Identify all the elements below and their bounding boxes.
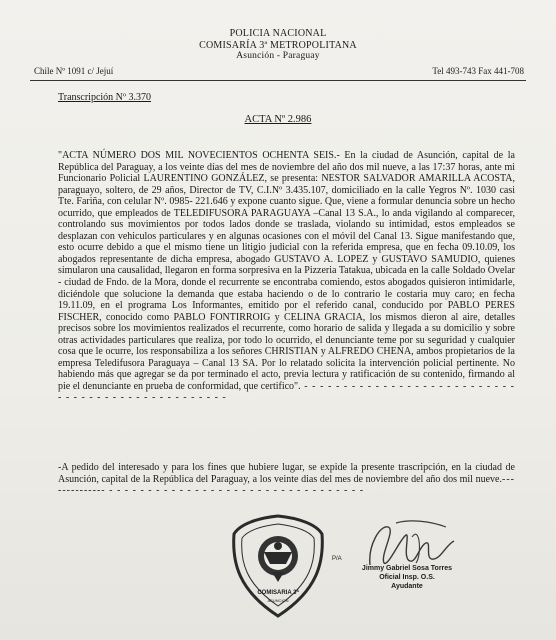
address: Chile Nº 1091 c/ Jejuí xyxy=(34,66,114,76)
seal-caption xyxy=(228,590,328,604)
closing-dash-fill: -------------- - - - - - - - - - - - - - - - - - - - - - - - - - - - - - - - - - xyxy=(58,473,515,497)
phone-fax: Tel 493-743 Fax 441-708 xyxy=(432,66,524,76)
letterhead xyxy=(0,28,556,63)
acta-body xyxy=(58,150,515,404)
signer-role: Ayudante xyxy=(391,583,423,590)
transcription-number: Transcripción Nº 3.370 xyxy=(58,92,152,103)
location: Asunción - Paraguay xyxy=(236,51,320,61)
body-dash-fill: - - - - - - - - - - - - - - - - - - - - - - - - - - - - - - - - - - - - - - - - - - - - - - - - - xyxy=(58,380,515,404)
institution-name: POLICIA NACIONAL xyxy=(229,28,327,39)
acta-body-text: "ACTA NÚMERO DOS MIL NOVECIENTOS OCHENTA SEIS.- En la ciudad de Asunción, capital de la República del Paraguay, a los veinte días del mes de noviembre del año dos mil nueve, a las 17:37 horas, ante mi Funcionario Policial LAURENTINO GONZÁLEZ, se presenta: NESTOR SALVADOR AMARILLA ACOSTA, paraguayo, soltero, de 29 años, Director de TV, C.I.Nº 3.435.107, domiciliado en la calle Yegros Nº. 1030 casi Tte. Fariña, con celular Nº. 0985- 221.646 y expone cuanto sigue. Que, viene a formular denuncia sobre un hecho ocurrido, que empleados de TELEDIFUSORA PARAGUAYA –Canal 13 S.A., lo anda vigilando al comparecer, controlando sus movimientos por todos lados donde se traslada, violando su intimidad, estos empleados se desplazan con vehiculos particulares y en algunas ocasiones con el móvil del Canal 13. Sigue manifestando que, esto ocurre debido a que el mismo tiene un litigio judicial con la referida empresa, que en fecha 09.10.09, los abogados representante de dicha empresa, abogado GUSTAVO A. LOPEZ y GUSTAVO SAMUDIO, quienes simularon una causalidad, llegaron en forma sorpresiva en la Pizzeria Tatakua, ubicada en la calle Soldado Ovelar - ciudad de Fndo. de la Mora, donde el recurrente se encontraba comiendo, estos abogados quisieron intimidarle, diciéndole que solucione la demanda que estaba haciendo o de lo contrario le costaria muy caro; en fecha 19.11.09, en el programa Los Informantes, emitido por el referido canal, conducido por PABLO PERES FISCHER, conocido como PABLO FONTIRROIG y CELINA GRACIA, los mismos dieron al aire, detalles precisos sobre los movimientos realizados el recurrente, como horario de salida y llegada a su domicilio y sobre otras actividades particulares que realiza, por todo lo ocurrido, el denunciante teme por su seguridad y cualquier cosa que le ocurre, los responsabiliza a los señores CHRISTIAN y ALFREDO CHENA, ambos propietarios de la empresa Teledifusora Paraguaya – Canal 13 SA. Por lo relatado solicita la intervención policial pertinente. No habiendo más que agregar se da por terminado el acto, previa lectura y ratificación de su contenido, firmando al pie el denunciante en prueba de conformidad, que certifico". xyxy=(58,150,515,392)
signature-prefix: P/A xyxy=(332,556,342,562)
closing-paragraph xyxy=(58,462,515,497)
signer-rank: Oficial Insp. O.S. xyxy=(379,574,435,581)
acta-title: ACTA Nº 2.986 xyxy=(244,114,312,125)
signer-name: Jimmy Gabriel Sosa Torres xyxy=(361,565,453,572)
signature-block xyxy=(332,564,482,591)
seal-line2: ASUNCION xyxy=(267,598,289,603)
station-name: COMISARÍA 3ª METROPOLITANA xyxy=(199,39,357,51)
closing-text: -A pedido del interesado y para los fines que hubiere lugar, se expide la presente trascripción, en la ciudad de Asunción, capital de la República del Paraguay, a los veinte dias del mes de noviembre del año dos mil nueve. xyxy=(58,462,515,485)
header-divider xyxy=(30,80,526,81)
seal-line1: COMISARIA 3ª xyxy=(257,590,299,596)
